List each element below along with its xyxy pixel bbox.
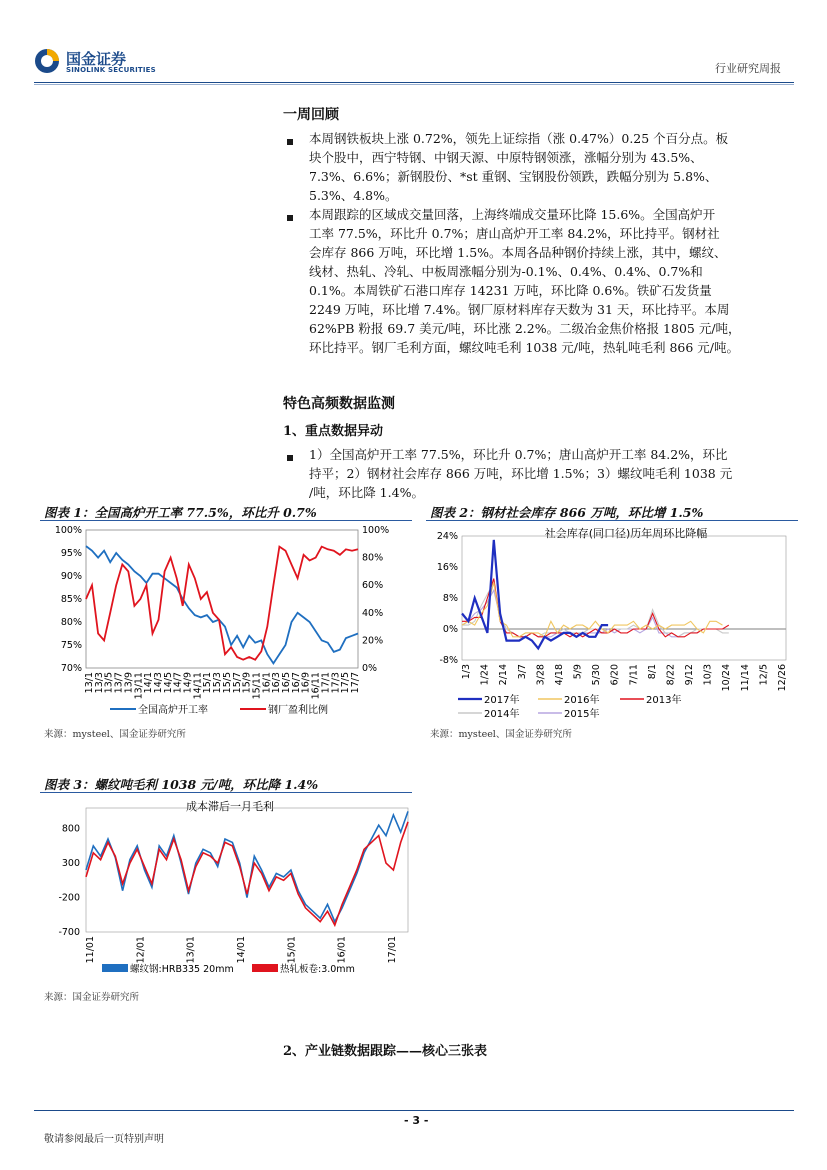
figure-2-title: 图表 2：钢材社会库存 866 万吨，环比增 1.5%: [430, 505, 704, 520]
legend-label-hot-rolled: 热轧板卷:3.0mm: [280, 964, 355, 975]
y-tick-label: 0%: [442, 624, 458, 635]
x-tick-label: 8/22: [665, 664, 677, 686]
text-line: 环比持平。钢厂毛利方面，螺纹吨毛利 1038 元/吨，热轧吨毛利 866 元/吨。: [309, 340, 739, 355]
x-tick-label: 14/3: [152, 672, 164, 694]
legend-label-2015: 2015年: [564, 709, 600, 720]
x-tick-label: 16/9: [300, 672, 312, 694]
y-tick-label: -700: [58, 927, 80, 938]
x-tick-label: 15/11: [251, 672, 263, 700]
y-right-tick-label: 40%: [362, 607, 384, 619]
figure-3-source: 来源：国金证券研究所: [44, 992, 140, 1003]
figure-3-chart: [40, 794, 412, 980]
x-tick-label: 13/5: [103, 672, 115, 694]
x-tick-label: 14/7: [172, 672, 184, 694]
bullet-paragraph-1: [309, 129, 795, 205]
x-tick-label: 15/9: [241, 672, 253, 694]
bullet-paragraph-3: [309, 445, 795, 502]
x-tick-label: 10/24: [721, 664, 733, 692]
chart-title: 社会库存(同口径)历年周环比降幅: [544, 527, 708, 540]
logo-english-name: SINOLINK SECURITIES: [66, 66, 156, 74]
logo-chinese-name: 国金证券: [66, 50, 127, 68]
text-line: 5.3%、4.8%。: [309, 188, 398, 203]
y-left-tick-label: 80%: [60, 617, 82, 628]
x-tick-label: 13/3: [93, 672, 105, 694]
footer-rule: [34, 1110, 794, 1111]
subsection-title-key-data: 1、重点数据异动: [283, 424, 384, 439]
x-tick-label: 15/3: [212, 672, 224, 694]
x-tick-label: 16/11: [310, 672, 322, 700]
y-tick-label: 8%: [442, 593, 458, 604]
y-left-tick-label: 100%: [54, 525, 82, 536]
x-tick-label: 14/9: [182, 672, 194, 694]
x-tick-label: 1/3: [461, 664, 472, 680]
x-tick-label: 16/1: [261, 672, 273, 694]
x-tick-label: 9/12: [684, 664, 696, 686]
text-line: /吨，环比降 1.4%。: [309, 485, 424, 500]
y-tick-label: 300: [61, 858, 80, 870]
text-line: 会库存 866 万吨，环比增 1.5%。本周各品种钢价持续上涨，其中，螺纹、: [309, 245, 727, 260]
x-tick-label: 1/24: [479, 664, 491, 686]
legend-label-2013: 2013年: [646, 695, 682, 706]
figure-1-rule: [40, 520, 412, 521]
x-tick-label: 16/7: [290, 672, 302, 694]
bullet-marker: [287, 455, 293, 461]
section-title-industry-chain: 2、产业链数据跟踪——核心三张表: [283, 1044, 488, 1059]
legend-swatch-rebar: [102, 964, 128, 972]
x-tick-label: 14/01: [236, 936, 247, 964]
chart-title: 成本滞后一月毛利: [186, 800, 274, 813]
y-left-tick-label: 90%: [60, 571, 82, 582]
figure-1-source: 来源：mysteel、国金证券研究所: [44, 729, 186, 740]
x-tick-label: 13/7: [113, 672, 125, 694]
text-line: 持平；2）钢材社会库存 866 万吨，环比增 1.5%；3）螺纹吨毛利 1038 元: [309, 466, 733, 481]
x-tick-label: 17/3: [330, 672, 342, 694]
text-line: 块个股中，西宁特钢、中钢天源、中原特钢领涨，涨幅分别为 43.5%、: [309, 150, 703, 165]
legend-label-profit-ratio: 钢厂盈利比例: [268, 705, 328, 716]
x-tick-label: 12/5: [758, 664, 770, 686]
x-tick-label: 16/5: [281, 672, 293, 694]
text-line: 线材、热轧、冷轧、中板周涨幅分别为-0.1%、0.4%、0.4%、0.7%和: [309, 264, 703, 279]
text-line: 2249 万吨，环比增 7.4%。钢厂原材料库存天数为 31 天，环比持平。本周: [309, 302, 730, 317]
y-left-tick-label: 95%: [60, 548, 82, 559]
text-line: 0.1%。本周铁矿石港口库存 14231 万吨，环比降 0.6%。铁矿石发货量: [309, 283, 712, 298]
text-line: 62%PB 粉报 69.7 美元/吨，环比涨 2.2%。二级冶金焦价格报 1805 元/吨，: [309, 321, 741, 336]
x-tick-label: 3/28: [535, 664, 547, 686]
x-tick-label: 16/3: [271, 672, 283, 694]
page-number: - 3 -: [404, 1114, 429, 1127]
x-tick-label: 15/01: [286, 936, 298, 964]
figure-3-rule: [40, 792, 412, 793]
x-tick-label: 8/1: [646, 664, 658, 680]
y-left-tick-label: 70%: [60, 663, 82, 674]
x-tick-label: 7/11: [628, 664, 640, 686]
bullet-marker: [287, 139, 293, 145]
text-line: 本周钢铁板块上涨 0.72%，领先上证综指（涨 0.47%）0.25 个百分点。板: [309, 131, 729, 146]
x-tick-label: 6/20: [609, 664, 621, 686]
legend-swatch-hot-rolled: [252, 964, 278, 972]
x-tick-label: 17/7: [350, 672, 361, 694]
x-tick-label: 4/18: [553, 664, 565, 686]
x-tick-label: 12/01: [135, 936, 147, 964]
y-right-tick-label: 20%: [362, 635, 384, 647]
x-tick-label: 17/5: [340, 672, 352, 694]
x-tick-label: 13/1: [84, 672, 95, 694]
x-tick-label: 16/01: [336, 936, 348, 964]
y-tick-label: 800: [61, 823, 80, 835]
x-tick-label: 17/1: [320, 672, 332, 694]
x-tick-label: 15/1: [202, 672, 214, 694]
y-left-tick-label: 85%: [60, 594, 82, 605]
y-tick-label: 16%: [436, 562, 458, 573]
x-tick-label: 15/5: [221, 672, 233, 694]
text-line: 1）全国高炉开工率 77.5%，环比升 0.7%；唐山高炉开工率 84.2%，环比: [309, 447, 728, 462]
text-line: 工率 77.5%，环比升 0.7%；唐山高炉开工率 84.2%，环比持平。钢材社: [309, 226, 720, 241]
y-tick-label: -8%: [439, 655, 458, 666]
x-tick-label: 5/30: [591, 664, 603, 686]
y-right-tick-label: 60%: [362, 580, 384, 592]
figure-2-rule: [426, 520, 798, 521]
text-line: 本周跟踪的区域成交量回落，上海终端成交量环比降 15.6%。全国高炉开: [309, 207, 716, 222]
x-tick-label: 14/5: [162, 672, 174, 694]
x-tick-label: 12/26: [777, 664, 788, 692]
x-tick-label: 2/14: [498, 664, 510, 686]
x-tick-label: 11/14: [739, 664, 751, 692]
legend-label-2014: 2014年: [484, 709, 520, 720]
y-right-tick-label: 0%: [362, 663, 378, 674]
header-rule-thin: [34, 84, 794, 85]
section-title-high-freq: 特色高频数据监测: [283, 396, 395, 412]
y-tick-label: -200: [58, 892, 80, 904]
header-rule: [34, 82, 794, 83]
x-tick-label: 11/01: [85, 936, 96, 964]
x-tick-label: 13/01: [185, 936, 197, 964]
section-title-weekly-review: 一周回顾: [283, 107, 339, 123]
figure-2-source: 来源：mysteel、国金证券研究所: [430, 729, 572, 740]
x-tick-label: 17/01: [387, 936, 398, 964]
report-type: 行业研究周报: [715, 62, 781, 75]
y-left-tick-label: 75%: [60, 640, 82, 651]
figure-1-title: 图表 1：全国高炉开工率 77.5%，环比升 0.7%: [44, 505, 317, 520]
figure-1-chart: [40, 522, 412, 720]
text-line: 7.3%、6.6%；新钢股份、*st 重钢、宝钢股份领跌，跌幅分别为 5.8%、: [309, 169, 718, 184]
y-right-tick-label: 100%: [362, 525, 390, 536]
x-tick-label: 10/3: [702, 664, 714, 686]
footer-disclaimer: 敬请参阅最后一页特别声明: [44, 1134, 164, 1145]
bullet-paragraph-2: [309, 205, 795, 357]
x-tick-label: 3/7: [516, 664, 528, 680]
figure-2-chart: [426, 522, 798, 720]
x-tick-label: 14/1: [143, 672, 155, 694]
legend-label-furnace-rate: 全国高炉开工率: [138, 705, 208, 716]
y-right-tick-label: 80%: [362, 552, 384, 564]
x-tick-label: 13/9: [123, 672, 135, 694]
figure-3-title: 图表 3：螺纹吨毛利 1038 元/吨，环比降 1.4%: [44, 777, 319, 792]
y-tick-label: 24%: [436, 531, 458, 542]
x-tick-label: 13/11: [133, 672, 145, 700]
legend-label-2016: 2016年: [564, 695, 600, 706]
bullet-marker: [287, 215, 293, 221]
logo-icon: [34, 46, 64, 76]
x-tick-label: 15/7: [231, 672, 243, 694]
legend-label-rebar: 螺纹钢:HRB335 20mm: [130, 964, 234, 975]
x-tick-label: 5/9: [572, 664, 584, 680]
x-tick-label: 14/11: [192, 672, 204, 700]
legend-label-2017: 2017年: [484, 695, 520, 706]
